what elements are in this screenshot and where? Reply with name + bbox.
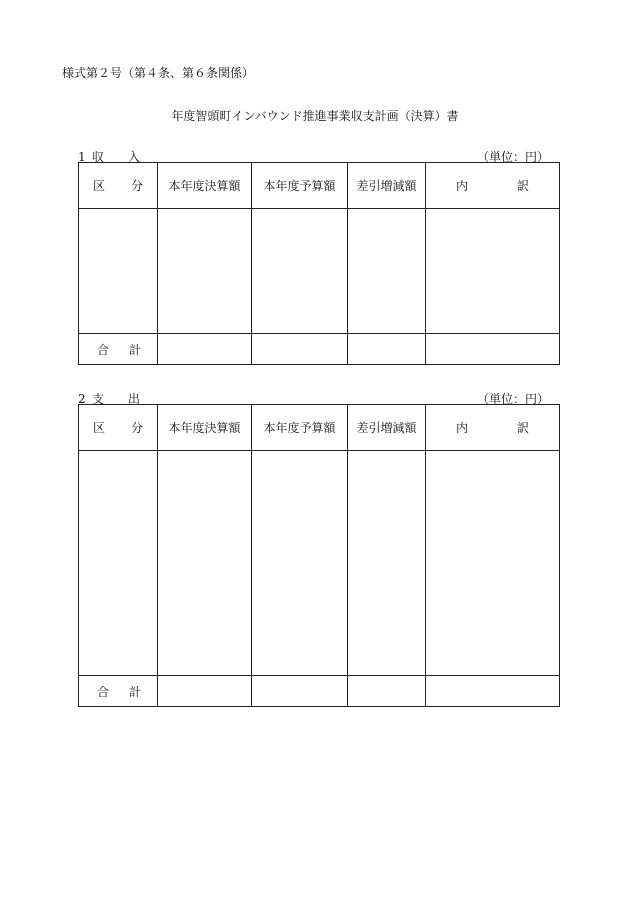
total-row	[79, 334, 560, 365]
category-cell[interactable]	[79, 209, 158, 334]
unit-label: （単位：円）	[476, 150, 549, 164]
header-actual-amount: 本年度決算額	[158, 163, 252, 209]
total-actual-cell[interactable]	[158, 334, 252, 365]
section-label-char: 出	[128, 392, 141, 406]
difference-cell[interactable]	[348, 209, 426, 334]
breakdown-cell[interactable]	[426, 209, 560, 334]
actual-amount-cell[interactable]	[158, 209, 252, 334]
total-difference-cell[interactable]	[348, 676, 426, 707]
total-row	[79, 676, 560, 707]
unit-label: （単位：円）	[476, 392, 549, 406]
header-category: 区 分	[79, 405, 158, 451]
total-budget-cell[interactable]	[252, 334, 348, 365]
income-table	[78, 162, 560, 365]
section-label-char: 入	[128, 150, 141, 164]
header-actual-amount: 本年度決算額	[158, 405, 252, 451]
header-breakdown: 内 訳	[426, 405, 560, 451]
expense-table	[78, 404, 560, 707]
section-number: 1	[78, 150, 86, 164]
total-breakdown-cell[interactable]	[426, 676, 560, 707]
total-breakdown-cell[interactable]	[426, 334, 560, 365]
total-budget-cell[interactable]	[252, 676, 348, 707]
header-difference: 差引増減額	[348, 163, 426, 209]
budget-amount-cell[interactable]	[252, 451, 348, 676]
category-cell[interactable]	[79, 451, 158, 676]
header-budget-amount: 本年度予算額	[252, 163, 348, 209]
difference-cell[interactable]	[348, 451, 426, 676]
breakdown-cell[interactable]	[426, 451, 560, 676]
total-label: 合 計	[79, 334, 158, 365]
table-row	[79, 209, 560, 334]
table-row	[79, 451, 560, 676]
section-label-char: 収	[92, 150, 105, 164]
budget-amount-cell[interactable]	[252, 209, 348, 334]
document-title: 年度智頭町インバウンド推進事業収支計画（決算）書	[171, 109, 459, 123]
header-difference: 差引増減額	[348, 405, 426, 451]
total-difference-cell[interactable]	[348, 334, 426, 365]
section-label-char: 支	[92, 392, 105, 406]
form-number: 様式第２号（第４条、第６条関係）	[62, 66, 255, 80]
total-label: 合 計	[79, 676, 158, 707]
section-number: 2	[78, 392, 86, 406]
total-actual-cell[interactable]	[158, 676, 252, 707]
header-breakdown: 内 訳	[426, 163, 560, 209]
header-category: 区 分	[79, 163, 158, 209]
actual-amount-cell[interactable]	[158, 451, 252, 676]
header-budget-amount: 本年度予算額	[252, 405, 348, 451]
